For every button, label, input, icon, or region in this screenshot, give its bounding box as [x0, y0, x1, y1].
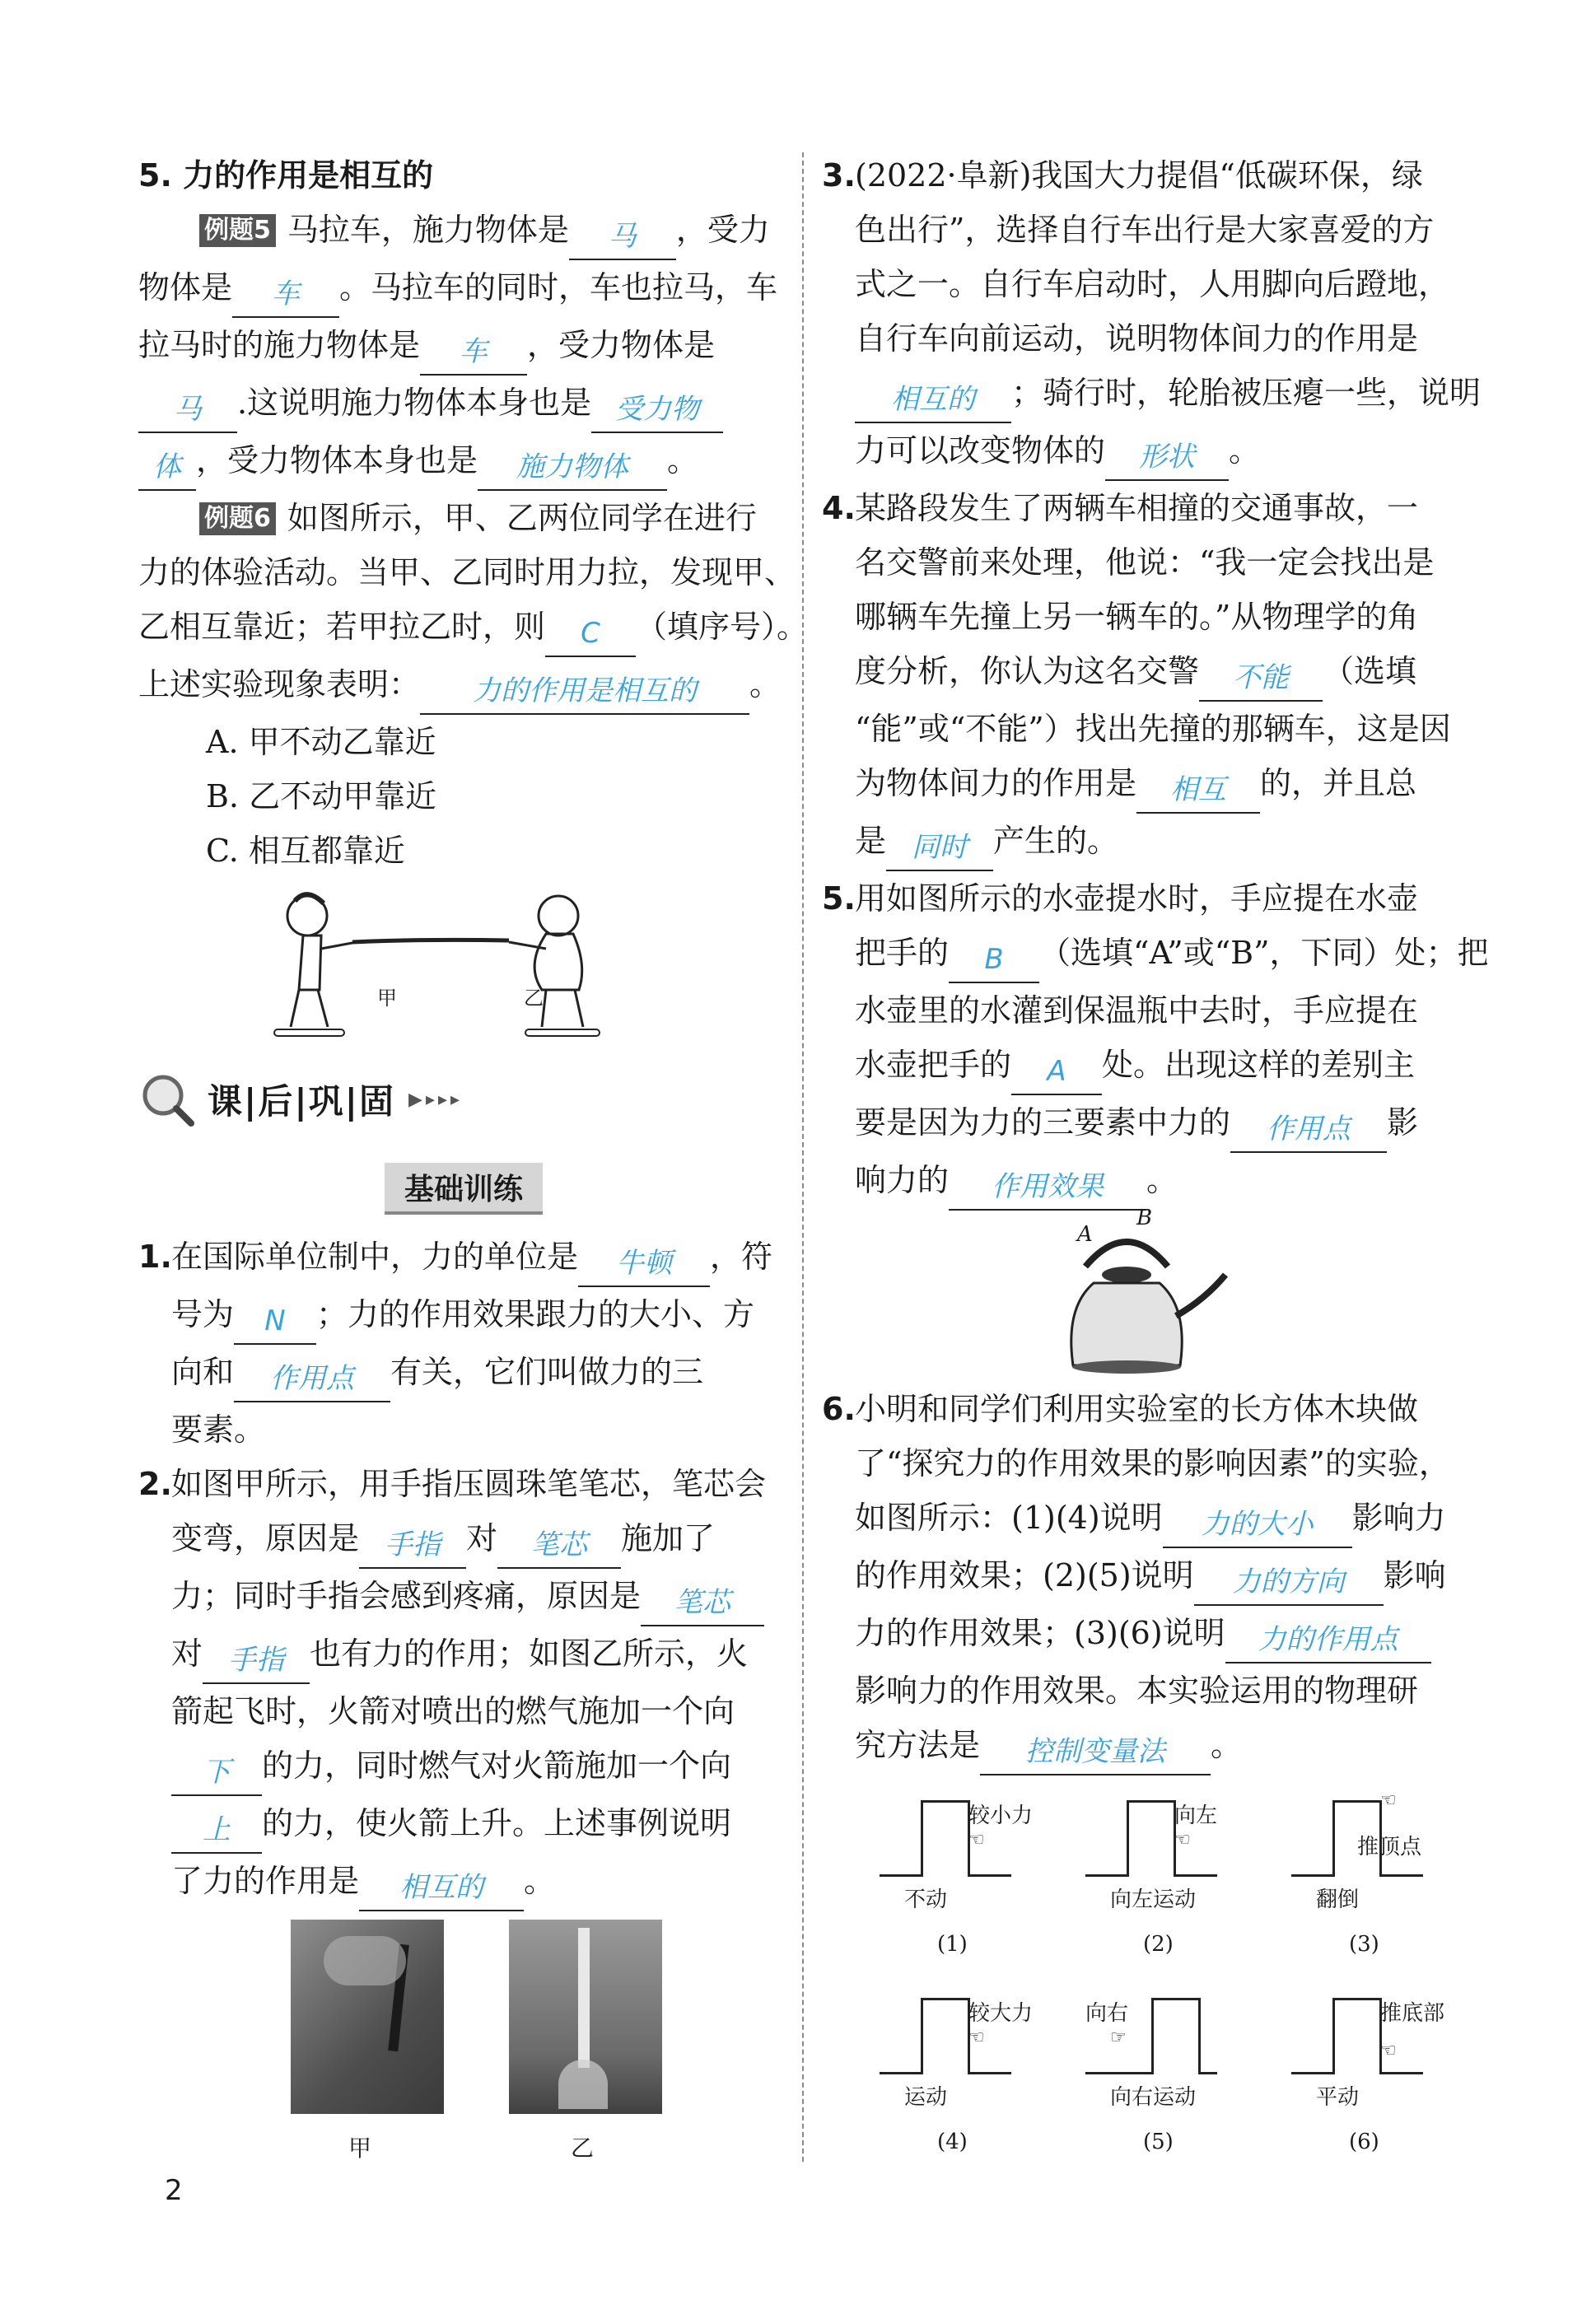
block-5-force: 向右	[1085, 2001, 1129, 2026]
q2-blank-5[interactable]	[171, 1748, 262, 1796]
block-3-force: 推顶点	[1357, 1835, 1422, 1859]
q2-blank-3[interactable]	[641, 1579, 764, 1626]
q3-blank-1[interactable]	[855, 376, 1011, 423]
q2-answer-1: 手指	[385, 1528, 441, 1561]
q3-text: 式之一。自行车启动时，人用脚向后蹬地，	[855, 266, 1450, 302]
q4-answer-2: 相互	[1170, 773, 1227, 806]
after-class-title: 课|后|巩|固	[208, 1081, 396, 1122]
hand-icon: ☞	[1110, 2027, 1127, 2048]
q2-text: 变弯，原因是	[171, 1520, 360, 1556]
q2-answer-7: 相互的	[399, 1871, 484, 1904]
ex5-text: 马拉车，施力物体是	[287, 212, 569, 248]
page-number: 2	[165, 2174, 183, 2207]
q6-blank-2[interactable]	[1194, 1558, 1384, 1606]
ex5-answer-1: 马	[608, 220, 637, 253]
q5-text: 。	[1146, 1162, 1178, 1198]
ex5-blank-1[interactable]	[569, 212, 676, 260]
q1-answer-3: 作用点	[270, 1362, 355, 1395]
ex6-text: 力的体验活动。当甲、乙同时用力拉，发现甲、	[138, 554, 796, 590]
q2-answer-6: 上	[203, 1813, 231, 1846]
q6-blank-1[interactable]	[1163, 1500, 1352, 1548]
ex5-text: 拉马时的施力物体是	[138, 327, 421, 363]
q2-blank-1[interactable]	[359, 1521, 466, 1569]
ex6-blank-2[interactable]	[420, 667, 749, 715]
q4-blank-2[interactable]	[1136, 766, 1260, 814]
ex5-text: .这说明施力物体本身也是	[237, 385, 592, 421]
q4-text: 是	[855, 823, 887, 859]
block-2-result: 向左运动	[1110, 1887, 1197, 1912]
q1-text: 在国际单位制中，力的单位是	[171, 1239, 579, 1275]
ex5-text: ，受力物体本身也是	[196, 442, 478, 478]
q6-text: 小明和同学们利用实验室的长方体木块做	[855, 1391, 1419, 1427]
block-figure-6	[1283, 1981, 1481, 2179]
block-6-index: (6)	[1349, 2130, 1379, 2154]
block-3-index: (3)	[1349, 1932, 1379, 1957]
ex5-text: 。	[667, 442, 699, 478]
block-experiment-figures	[855, 1784, 1472, 2179]
block-figure-3	[1283, 1784, 1481, 1981]
left-column	[138, 148, 809, 2175]
q5-text: 响力的	[855, 1162, 950, 1198]
ex5-blank-6[interactable]	[478, 443, 667, 491]
q4-blank-3[interactable]	[886, 824, 993, 871]
example-5	[138, 203, 789, 491]
q4-text: “能”或“不能”）找出先撞的那辆车，这是因	[855, 711, 1451, 747]
block-5-result: 向右运动	[1110, 2085, 1197, 2110]
tug-of-war-drawing	[262, 883, 674, 1048]
q6-text: 影响力	[1351, 1500, 1446, 1536]
basic-training-tag: 基础训练	[385, 1163, 543, 1215]
q4-blank-1[interactable]	[1199, 654, 1323, 702]
ex5-blank-5b[interactable]	[138, 443, 196, 491]
q6-text: 如图所示：(1)(4)说明	[855, 1500, 1163, 1536]
q5-text: 要是因为力的三要素中力的	[855, 1104, 1231, 1141]
q4-text: （选填	[1323, 653, 1417, 689]
q5-text: 处。出现这样的差别主	[1102, 1047, 1416, 1083]
hand-icon: ☜	[968, 2027, 985, 2048]
q3-text: 。	[1229, 432, 1261, 469]
ex5-answer-4: 马	[174, 393, 202, 426]
q5-text: 水壶把手的	[855, 1047, 1012, 1083]
fig-label-yi: 乙	[524, 987, 544, 1010]
ex5-text: 物体是	[138, 269, 233, 306]
q5-answer-2: A	[1047, 1055, 1066, 1088]
question-2	[138, 1457, 789, 2175]
q3-text: (2022·阜新)我国大力提倡“低碳环保，绿	[855, 157, 1423, 194]
section-title: 5. 力的作用是相互的	[138, 157, 434, 194]
q1-answer-2: N	[264, 1304, 286, 1337]
ex5-answer-5b: 体	[153, 450, 181, 483]
block-1-result: 不动	[904, 1887, 948, 1912]
q4-answer-1: 不能	[1233, 661, 1290, 694]
ex5-blank-4[interactable]	[138, 385, 237, 433]
q1-number: 1.	[138, 1239, 172, 1275]
q6-text: 影响力的作用效果。本实验运用的物理研	[855, 1673, 1419, 1709]
block-figure-1	[871, 1784, 1069, 1981]
example-6-badge: 例题6	[199, 502, 276, 535]
caption-jia: 甲	[348, 2135, 372, 2162]
q2-answer-4: 手指	[228, 1644, 285, 1677]
ex6-answer-2: 力的作用是相互的	[473, 674, 698, 707]
block-6-result: 平动	[1316, 2085, 1360, 2110]
question-6	[822, 1382, 1472, 2179]
block-4-index: (4)	[937, 2130, 968, 2154]
q6-answer-2: 力的方向	[1232, 1565, 1345, 1598]
q3-text: 自行车向前运动，说明物体间力的作用是	[855, 320, 1419, 357]
q5-blank-3[interactable]	[1230, 1105, 1387, 1153]
q2-text: 箭起飞时，火箭对喷出的燃气施加一个向	[171, 1693, 735, 1729]
q6-text: 的作用效果；(2)(5)说明	[855, 1557, 1194, 1593]
q2-text: 施加了	[621, 1520, 716, 1556]
q2-text: 对	[466, 1520, 498, 1556]
block-1-force: 较小力	[968, 1803, 1034, 1828]
ex5-text: ，受力	[675, 212, 770, 248]
kettle-label-b: B	[1136, 1206, 1153, 1230]
kettle-figure	[855, 1206, 1472, 1382]
ex6-text: 。	[749, 666, 782, 702]
block-figure-4	[871, 1981, 1069, 2179]
ex6-option-c: C. 相互都靠近	[206, 833, 405, 869]
ex5-answer-2: 车	[272, 278, 301, 310]
ex5-blank-5a[interactable]	[591, 385, 723, 433]
q6-blank-4[interactable]	[980, 1728, 1211, 1775]
q4-text: 某路段发生了两辆车相撞的交通事故，一	[855, 490, 1419, 526]
block-4-force: 较大力	[968, 2001, 1034, 2026]
q6-text: 影响	[1383, 1557, 1446, 1593]
q2-blank-4[interactable]	[203, 1636, 310, 1684]
block-2-force: 向左	[1174, 1803, 1218, 1828]
q3-text: 色出行”，选择自行车出行是大家喜爱的方	[855, 212, 1435, 248]
hand-icon: ☜	[968, 1830, 985, 1850]
q4-text: 为物体间力的作用是	[855, 765, 1137, 801]
question-4	[822, 481, 1472, 871]
ex5-answer-5a: 受力物	[615, 393, 700, 426]
hand-icon: ☜	[1174, 1830, 1191, 1850]
ex6-answer-1: C	[581, 617, 600, 650]
block-5-index: (5)	[1143, 2130, 1174, 2154]
q5-text: （选填“A”或“B”，下同）处；把	[1039, 935, 1489, 971]
ex6-blank-1[interactable]	[545, 609, 636, 657]
hand-icon: ☜	[1380, 1790, 1397, 1811]
q6-blank-3[interactable]	[1225, 1616, 1431, 1663]
block-1-index: (1)	[937, 1932, 968, 1957]
block-figure-5	[1077, 1981, 1275, 2179]
example-5-badge: 例题5	[199, 214, 276, 247]
q2-text: 如图甲所示，用手指压圆珠笔笔芯，笔芯会	[171, 1466, 767, 1502]
q2-answer-5: 下	[203, 1756, 231, 1789]
q5-text: 影	[1387, 1104, 1419, 1141]
finger-pen-photo	[291, 1920, 444, 2114]
after-class-header	[138, 1054, 789, 1145]
q3-answer-2: 形状	[1139, 441, 1196, 474]
column-divider	[802, 152, 804, 2162]
q3-number: 3.	[822, 157, 856, 194]
q5-answer-1: B	[984, 943, 1004, 976]
q1-text: ；力的作用效果跟力的大小、方	[316, 1296, 755, 1332]
q2-text: 了力的作用是	[171, 1863, 360, 1899]
q2-blank-7[interactable]	[359, 1864, 524, 1911]
q5-text: 水壶里的水灌到保温瓶中去时，手应提在	[855, 992, 1419, 1029]
q5-blank-1[interactable]	[949, 936, 1039, 983]
rocket-photo	[509, 1920, 662, 2114]
hand-icon: ☜	[1380, 2041, 1397, 2061]
q1-text: 向和	[171, 1354, 235, 1390]
q2-answer-3: 笔芯	[674, 1586, 731, 1619]
ex6-option-b: B. 乙不动甲靠近	[206, 778, 437, 814]
q4-answer-3: 同时	[912, 831, 968, 864]
ex6-text: 乙相互靠近；若甲拉乙时，则	[138, 609, 546, 645]
q4-text: 的，并且总	[1260, 765, 1417, 801]
q6-answer-1: 力的大小	[1201, 1508, 1314, 1541]
fig-label-jia: 甲	[377, 987, 397, 1010]
q1-answer-1: 牛顿	[616, 1247, 673, 1280]
q3-text: 力可以改变物体的	[855, 432, 1106, 469]
q2-figures	[171, 1920, 789, 2175]
example-6	[138, 491, 809, 1048]
q5-blank-2[interactable]	[1011, 1048, 1102, 1095]
question-1	[138, 1229, 789, 1457]
q2-text: 力；同时手指会感到疼痛，原因是	[171, 1578, 642, 1614]
q1-text: 要素。	[171, 1411, 266, 1448]
magnifier-icon	[138, 1071, 196, 1128]
q2-answer-2: 笔芯	[531, 1528, 588, 1561]
q3-blank-2[interactable]	[1105, 433, 1229, 481]
q2-number: 2.	[138, 1466, 172, 1502]
ex5-text: 。马拉车的同时，车也拉马，车	[339, 269, 778, 306]
q6-text: 力的作用效果；(3)(6)说明	[855, 1615, 1225, 1651]
block-4-result: 运动	[904, 2085, 948, 2110]
q5-blank-4[interactable]	[949, 1163, 1146, 1211]
q2-text: 的力，使火箭上升。上述事例说明	[262, 1805, 732, 1841]
q2-blank-2[interactable]	[497, 1521, 621, 1569]
q5-text: 把手的	[855, 935, 950, 971]
q6-text: 。	[1211, 1727, 1243, 1763]
q4-text: 度分析，你认为这名交警	[855, 653, 1200, 689]
q3-text: ；骑行时，轮胎被压瘪一些，说明	[1011, 375, 1482, 411]
question-5	[822, 871, 1489, 1382]
block-2-index: (2)	[1143, 1932, 1174, 1957]
q4-text: 哪辆车先撞上另一辆车的。”从物理学的角	[855, 599, 1419, 635]
q1-text: 有关，它们叫做力的三	[390, 1354, 704, 1390]
block-6-force: 推底部	[1380, 2001, 1445, 2026]
ex5-blank-2[interactable]	[232, 270, 339, 318]
q1-text: ，符	[710, 1239, 773, 1275]
tug-of-war-figure	[138, 883, 789, 1048]
q2-text: 。	[524, 1863, 556, 1899]
block-figure-2	[1077, 1784, 1275, 1981]
q1-blank-1[interactable]	[578, 1239, 710, 1287]
ex5-text: ，受力物体是	[527, 327, 716, 363]
ex6-text: 上述实验现象表明：	[138, 666, 421, 702]
q2-text: 对	[171, 1635, 203, 1672]
q6-text: 究方法是	[855, 1727, 981, 1763]
q4-number: 4.	[822, 490, 856, 526]
q4-text: 产生的。	[993, 823, 1119, 859]
q2-text: 的力，同时燃气对火箭施加一个向	[262, 1747, 732, 1784]
q2-text: 也有力的作用；如图乙所示，火	[310, 1635, 749, 1672]
q5-text: 用如图所示的水壶提水时，手应提在水壶	[855, 880, 1419, 917]
block-3-result: 翻倒	[1316, 1887, 1360, 1912]
question-3	[822, 148, 1482, 481]
q6-number: 6.	[822, 1391, 856, 1427]
caption-yi: 乙	[571, 2135, 595, 2162]
ex5-blank-3[interactable]	[420, 328, 527, 376]
q2-blank-6[interactable]	[171, 1806, 262, 1854]
arrows-icon: ▶▸▸▸	[408, 1089, 464, 1110]
q6-answer-3: 力的作用点	[1258, 1623, 1398, 1656]
ex5-answer-6: 施力物体	[516, 450, 629, 483]
ex6-text: （填序号）。	[636, 609, 809, 645]
ex5-answer-3: 车	[460, 335, 488, 368]
q1-blank-2[interactable]	[234, 1297, 316, 1345]
q5-answer-3: 作用点	[1267, 1113, 1351, 1146]
q4-text: 名交警前来处理，他说：“我一定会找出是	[855, 544, 1435, 581]
q1-blank-3[interactable]	[234, 1355, 390, 1402]
q5-number: 5.	[822, 880, 856, 917]
kettle-label-a: A	[1077, 1222, 1093, 1247]
q5-answer-4: 作用效果	[992, 1170, 1104, 1203]
q1-text: 号为	[171, 1296, 235, 1332]
ex6-text: 如图所示，甲、乙两位同学在进行	[287, 500, 757, 536]
ex6-option-a: A. 甲不动乙靠近	[206, 724, 436, 760]
q6-answer-4: 控制变量法	[1025, 1735, 1166, 1768]
right-column	[822, 148, 1489, 2179]
q3-answer-1: 相互的	[891, 383, 975, 416]
q6-text: 了“探究力的作用效果的影响因素”的实验，	[855, 1445, 1450, 1481]
